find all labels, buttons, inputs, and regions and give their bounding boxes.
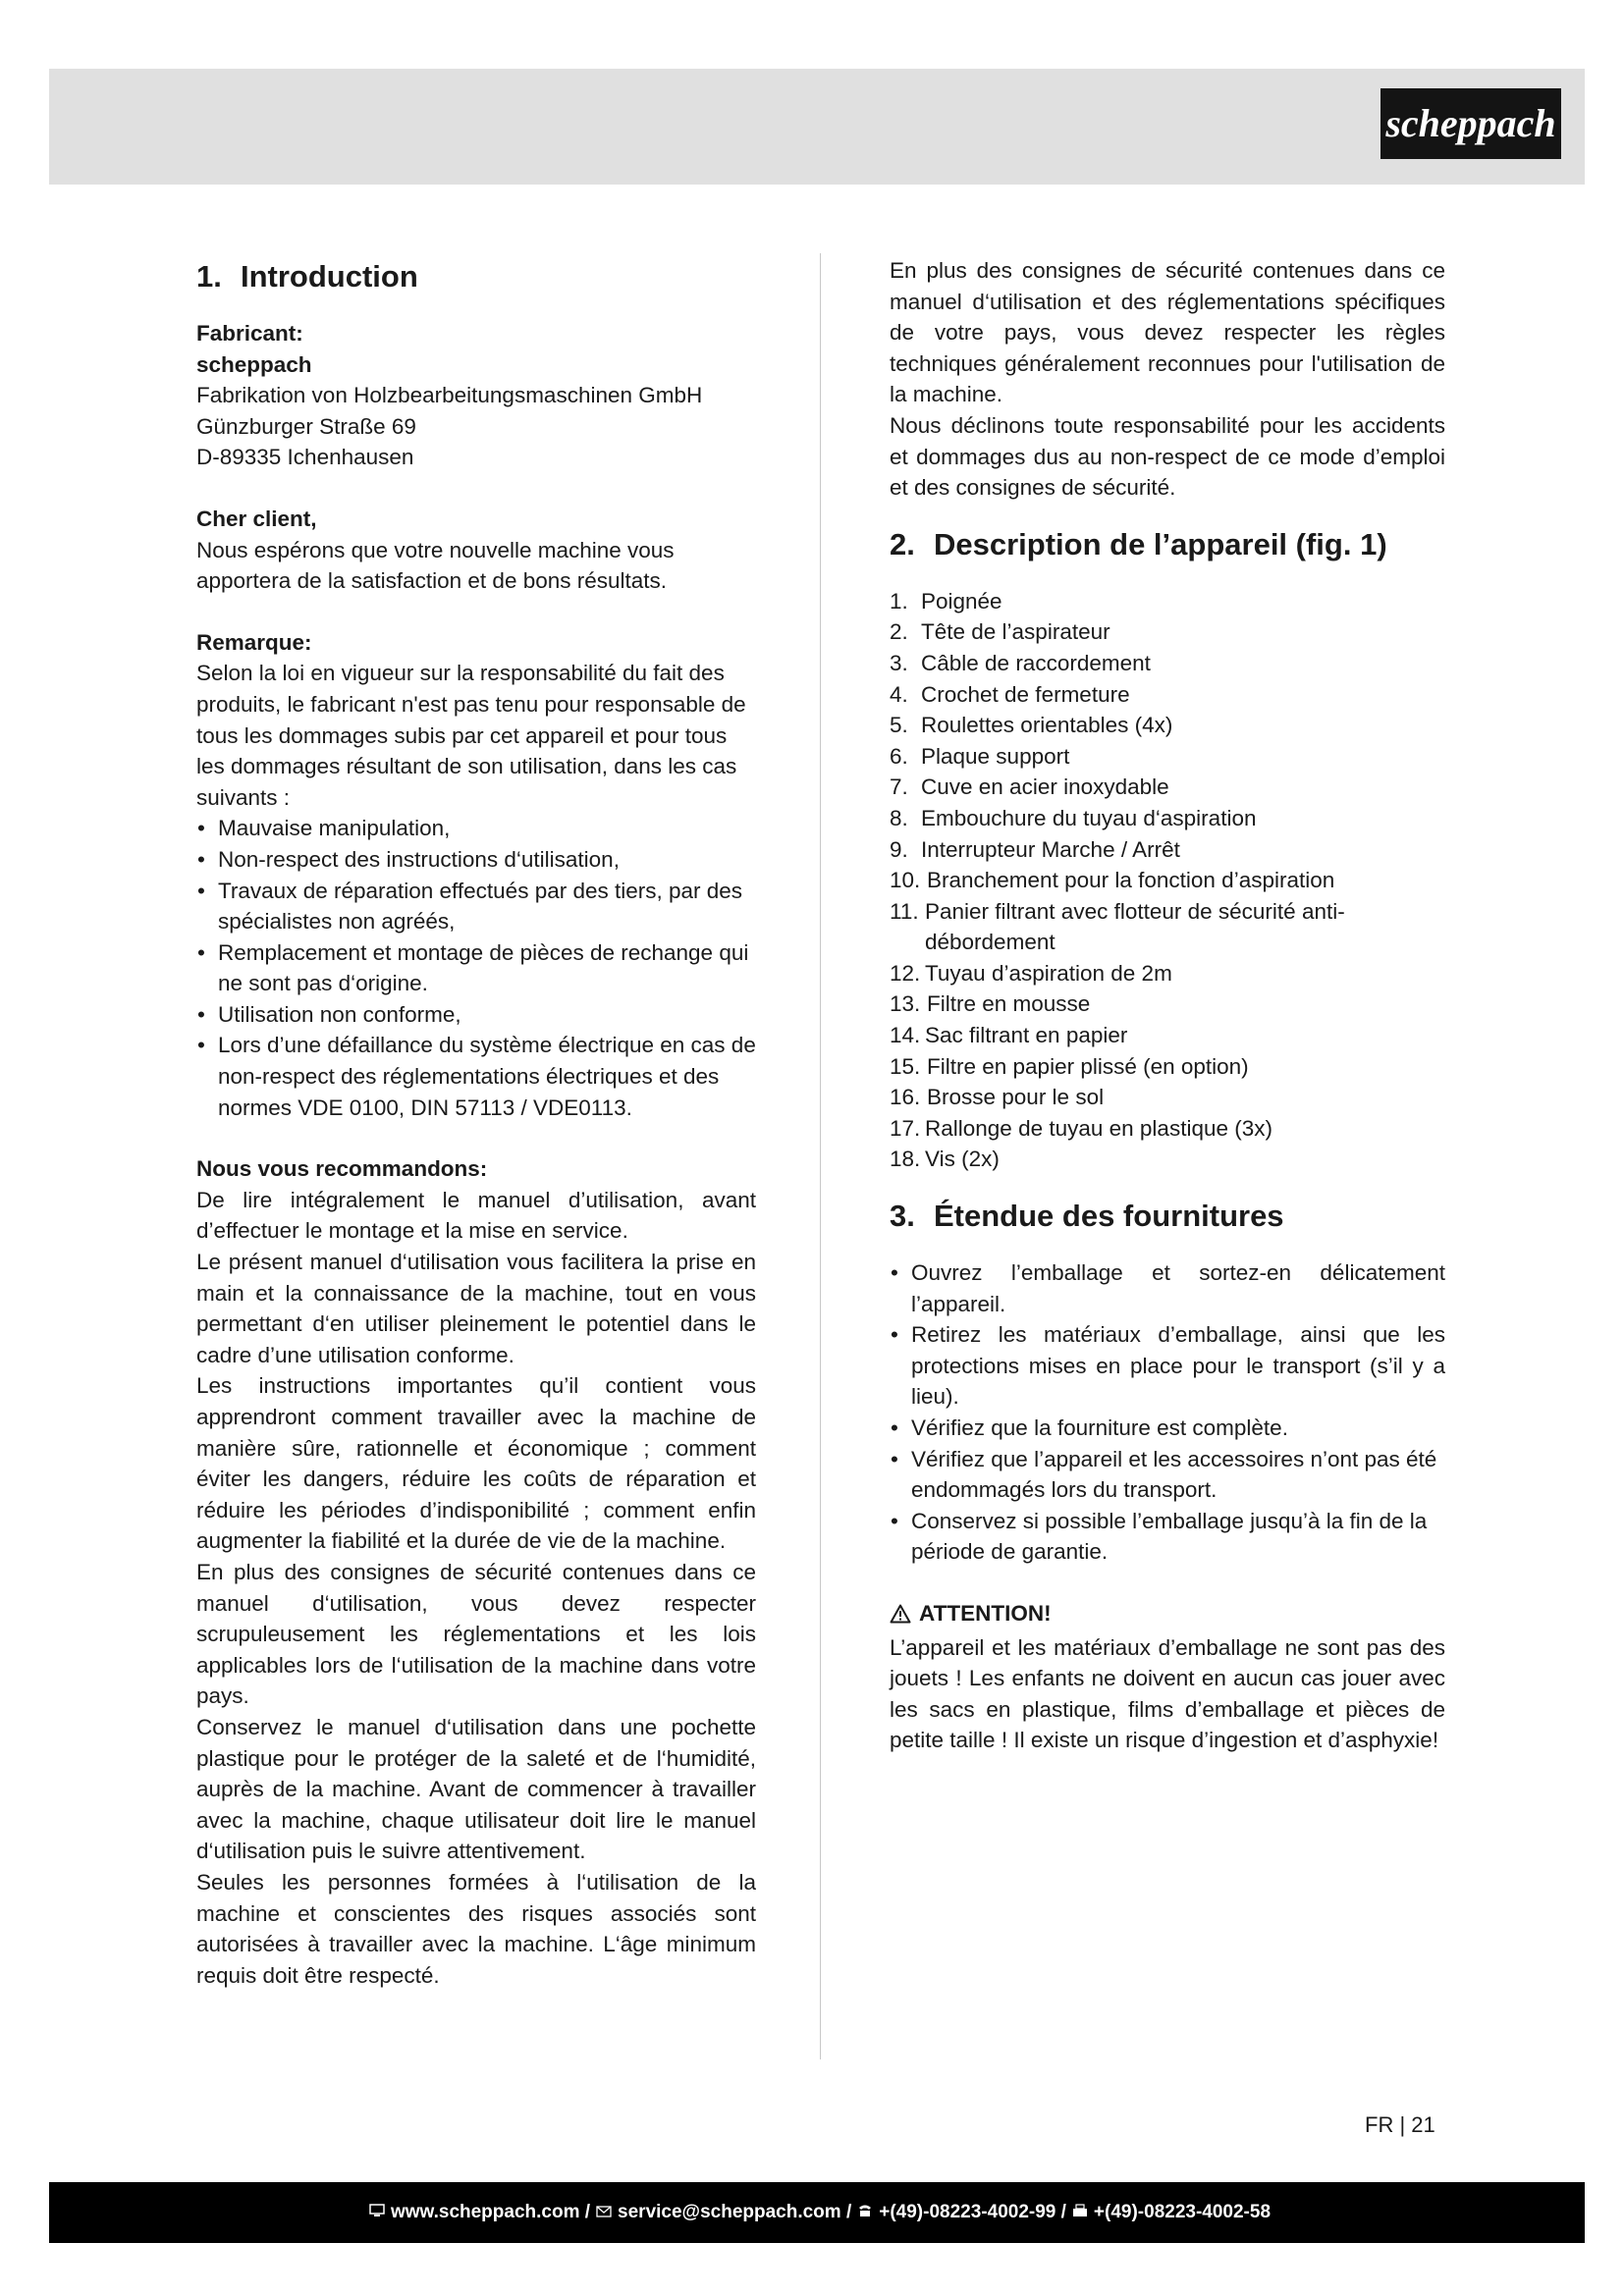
list-item: • Ouvrez l’emballage et sortez-en délicatement l’appareil. (890, 1257, 1445, 1319)
monitor-icon (369, 2202, 385, 2223)
list-item: • Mauvaise manipulation, (196, 813, 756, 844)
recommandons-paragraph: Les instructions importantes qu’il contient vous apprendront comment travailler avec la machine de manière sûre, rationnelle et économique ; comment éviter les dangers, réduire les coûts de réparation et réduire les périodes d’indisponibilité ; comment enfin augmenter la fiabilité et la durée de vie de la machine. (196, 1373, 756, 1554)
list-item: • Travaux de réparation effectués par des tiers, par des spécialistes non agréés, (196, 876, 756, 937)
remarque-text: Selon la loi en vigueur sur la responsabilité du fait des produits, le fabricant n'est pas tenu pour responsable de tous les dommages subis par cet appareil et pour tous les dommages résultant de son utilisation, dans les cas suivants : (196, 661, 746, 810)
part-item: 12. Tuyau d’aspiration de 2m (890, 960, 1172, 986)
attention-text: L’appareil et les matériaux d’emballage ne sont pas des jouets ! Les enfants ne doivent en aucun cas jouer avec les sacs en plastique, films d’emballage et pièces de petite taille ! Il existe un risque d’ingestion et d’asphyxie! (890, 1634, 1445, 1753)
fax-icon (1072, 2202, 1088, 2223)
part-item: 10. Branchement pour la fonction d’aspiration (890, 868, 1335, 893)
fabricant-name: scheppach (196, 351, 312, 377)
address-line: Günzburger Straße 69 (196, 413, 416, 439)
phone-icon (857, 2202, 873, 2223)
recommandons-label: Nous vous recommandons: (196, 1156, 488, 1182)
part-item: 13. Filtre en mousse (890, 991, 1091, 1017)
cher-client-text: Nous espérons que votre nouvelle machine vous apportera de la satisfaction et de bons résultats. (196, 537, 675, 594)
part-item: 18. Vis (2x) (890, 1147, 1000, 1172)
part-item: 2. Tête de l’aspirateur (890, 619, 1110, 645)
remarque-list (196, 813, 756, 1123)
header-band (49, 69, 1585, 185)
section-title-etendue: 3. Étendue des fournitures (890, 1199, 1284, 1234)
part-item: 4. Crochet de fermeture (890, 681, 1130, 707)
fabricant-label: Fabricant: (196, 321, 303, 346)
brand-logo-wordmark (1384, 93, 1557, 154)
part-item: 17. Rallonge de tuyau en plastique (3x) (890, 1115, 1272, 1141)
list-item: • Retirez les matériaux d’emballage, ainsi que les protections mises en place pour le transport (s’il y a lieu). (890, 1319, 1445, 1413)
website-link[interactable]: www.scheppach.com / (390, 2202, 591, 2222)
mail-icon (596, 2202, 612, 2223)
recommandons-paragraph: De lire intégralement le manuel d’utilisation, avant d’effectuer le montage et la mise en service. (196, 1187, 756, 1244)
part-item: 3. Câble de raccordement (890, 650, 1151, 675)
right-column (890, 255, 1445, 1756)
list-item: • Vérifiez que l’appareil et les accessoires n’ont pas été endommagés lors du transport. (890, 1444, 1445, 1506)
recommandons-paragraph: Le présent manuel d‘utilisation vous facilitera la prise en main et la connaissance de la machine, tout en vous permettant d‘en utiliser pleinement le potentiel dans le cadre d’une utilisation conforme. (196, 1250, 756, 1367)
list-item: • Utilisation non conforme, (196, 999, 756, 1031)
footer-contact-bar (49, 2182, 1585, 2243)
page-number: FR | 21 (1365, 2112, 1435, 2137)
list-item: • Non-respect des instructions d‘utilisation, (196, 844, 756, 876)
list-item: • Remplacement et montage de pièces de rechange qui ne sont pas d‘origine. (196, 937, 756, 999)
address-line: Fabrikation von Holzbearbeitungsmaschinen GmbH (196, 383, 703, 408)
left-column (196, 255, 756, 1991)
part-item: 5. Roulettes orientables (4x) (890, 713, 1173, 738)
etendue-list (890, 1257, 1445, 1568)
remarque-label: Remarque: (196, 629, 312, 655)
list-item: • Conservez si possible l’emballage jusqu’à la fin de la période de garantie. (890, 1506, 1445, 1568)
part-item: 16. Brosse pour le sol (890, 1085, 1105, 1110)
email-link[interactable]: service@scheppach.com / (618, 2202, 852, 2222)
list-item: • Lors d’une défaillance du système électrique en cas de non-respect des réglementations électriques et des normes VDE 0100, DIN 57113 / VDE0113. (196, 1030, 756, 1123)
parts-list (890, 586, 1445, 1175)
brand-logo (1380, 88, 1561, 159)
address-line: D-89335 Ichenhausen (196, 445, 414, 470)
recommandons-paragraph: En plus des consignes de sécurité contenues dans ce manuel d‘utilisation, vous devez respecter scrupuleusement les réglementations et les lois applicables lors de l‘utilisation de la machine dans votre pays. (196, 1559, 756, 1709)
recommandons-paragraph: Seules les personnes formées à l‘utilisation de la machine et conscientes des risques associés sont autorisées à travailler avec la machine. L‘âge minimum requis doit être respecté. (196, 1869, 756, 1988)
attention-heading: ATTENTION! (890, 1598, 1445, 1632)
part-item: 8. Embouchure du tuyau d‘aspiration (890, 805, 1257, 830)
section-title-description: 2. Description de l’appareil (fig. 1) (890, 526, 1387, 561)
part-item: 14. Sac filtrant en papier (890, 1023, 1128, 1048)
section-title-introduction: 1. Introduction (196, 259, 418, 294)
cher-client-label: Cher client, (196, 506, 317, 531)
fax-number[interactable]: +(49)-08223-4002-58 (1093, 2202, 1272, 2222)
phone-number[interactable]: +(49)-08223-4002-99 / (879, 2202, 1066, 2222)
liability-paragraph: Nous déclinons toute responsabilité pour les accidents et dommages dus au non-respect de ce mode d’emploi et des consignes de sécurité. (890, 412, 1445, 501)
part-item: 7. Cuve en acier inoxydable (890, 774, 1169, 800)
recommandons-paragraph: Conservez le manuel d‘utilisation dans une pochette plastique pour le protéger de la saleté et de l‘humidité, auprès de la machine. Avant de commencer à travailler avec la machine, chaque utilisateur doit lire le manuel d‘utilisation puis le suivre attentivement. (196, 1714, 756, 1864)
part-item: 9. Interrupteur Marche / Arrêt (890, 836, 1180, 862)
svg-text:scheppach: scheppach (1385, 101, 1556, 145)
safety-paragraph: En plus des consignes de sécurité contenues dans ce manuel d‘utilisation et des réglementations spécifiques de votre pays, vous devez respecter les règles techniques généralement reconnues pour l'utilisation de la machine. (890, 258, 1445, 407)
warning-triangle-icon (890, 1601, 911, 1632)
part-item: 15. Filtre en papier plissé (en option) (890, 1053, 1249, 1079)
part-item: 6. Plaque support (890, 743, 1070, 769)
part-item: 1. Poignée (890, 588, 1002, 614)
column-divider (820, 253, 821, 2059)
part-item: 11. Panier filtrant avec flotteur de sécurité anti-débordement (890, 898, 1345, 955)
list-item: • Vérifiez que la fourniture est complète. (890, 1413, 1445, 1444)
